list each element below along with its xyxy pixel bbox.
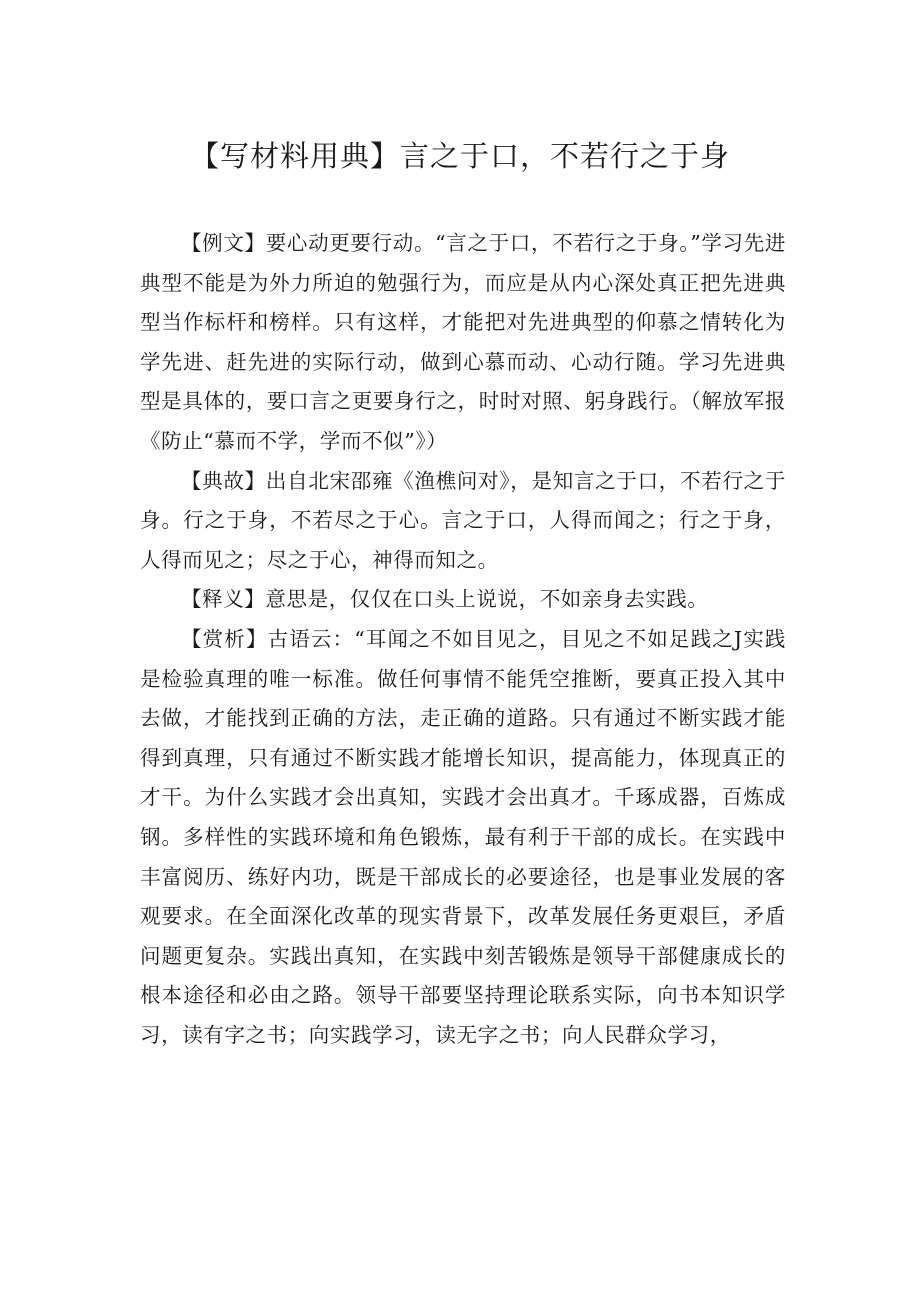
paragraph-allusion: 【典故】出自北宋邵雍《渔樵问对》，是知言之于口，不若行之于身。行之于身，不若尽之于心。言之于口，人得而闻之；行之于身，人得而见之；尽之于心，神得而知之。 [140,468,786,572]
paragraph-appreciation: 【赏析】古语云：“耳闻之不如目见之，目见之不如足践之J实践是检验真理的唯一标准。做任何事情不能凭空推断，要真正投入其中去做，才能找到正确的方法，走正确的道路。只有通过不断实践才能得到真理，只有通过不断实践才能增长知识，提高能力，体现真正的才干。为什么实践才会出真知，实践才会出真才。千琢成器，百炼成钢。多样性的实践环境和角色锻炼，最有利于干部的成长。在实践中丰富阅历、练好内功，既是干部成长的必要途径，也是事业发展的客观要求。在全面深化改革的现实背景下，改革发展任务更艰巨，矛盾问题更复杂。实践出真知，在实践中刻苦锻炼是领导干部健康成长的根本途径和必由之路。领导干部要坚持理论联系实际，向书本知识学习，读有字之书；向实践学习，读无字之书；向人民群众学习， [140,626,786,1047]
paragraph-meaning: 【释义】意思是，仅仅在口头上说说，不如亲身去实践。 [181,587,709,612]
document-title: 【写材料用典】言之于口，不若行之于身 [189,139,730,173]
document-body [140,224,786,1055]
paragraph-example: 【例文】要心动更要行动。“言之于口，不若行之于身。”学习先进典型不能是为外力所迫的勉强行为，而应是从内心深处真正把先进典型当作标杆和榜样。只有这样，才能把对先进典型的仰慕之情转化为学先进、赶先进的实际行动，做到心慕而动、心动行随。学习先进典型是具体的，要口言之更要身行之，时时对照、躬身践行。（解放军报《防止“慕而不学，学而不似”》） [140,231,786,453]
